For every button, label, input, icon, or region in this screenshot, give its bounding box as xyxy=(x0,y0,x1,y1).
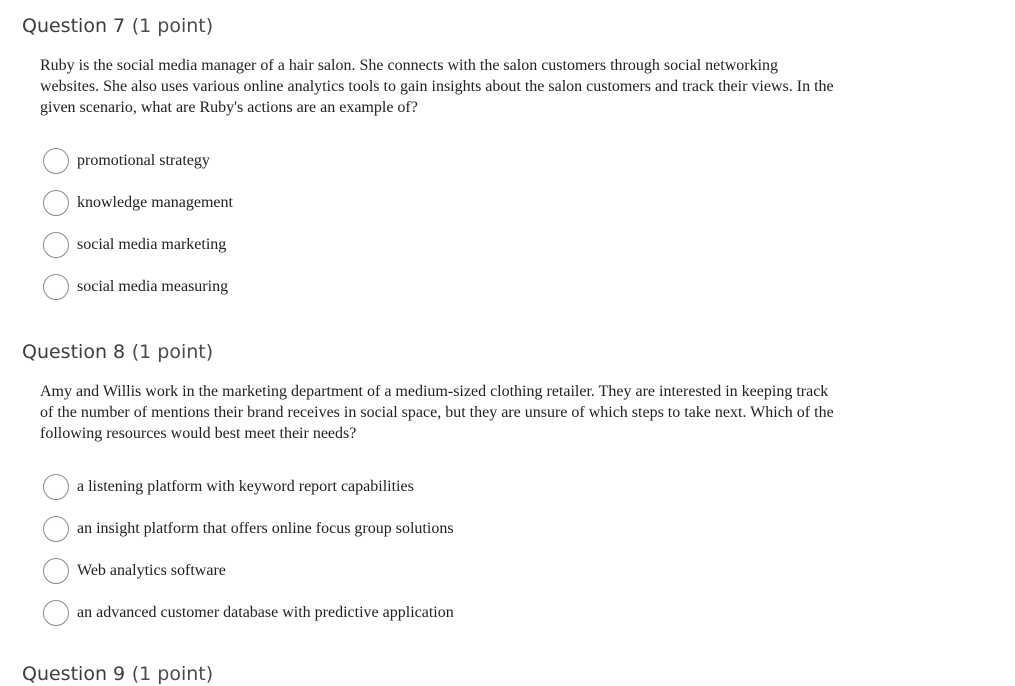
question-9-points: (1 point) xyxy=(131,663,214,685)
question-8-points: (1 point) xyxy=(131,341,214,363)
question-8-heading xyxy=(22,340,213,364)
choice-label[interactable]: an insight platform that offers online focus group solutions xyxy=(77,520,454,537)
choice-label[interactable]: promotional strategy xyxy=(77,152,210,169)
choice-label[interactable]: social media marketing xyxy=(77,236,227,253)
question-8-title: Question 8 xyxy=(22,341,126,363)
question-7-stem: Ruby is the social media manager of a hair salon. She connects with the salon customers through social networking websites. She also uses various online analytics tools to gain insights about the salon customers and track their views. In the given scenario, what are Ruby's actions are an example of? xyxy=(40,57,834,116)
question-7-heading xyxy=(22,14,213,38)
question-8-choice[interactable] xyxy=(43,557,226,585)
radio-button[interactable] xyxy=(43,474,69,500)
radio-button[interactable] xyxy=(43,190,69,216)
question-9-title: Question 9 xyxy=(22,663,126,685)
choice-label[interactable]: a listening platform with keyword report capabilities xyxy=(77,478,414,495)
question-7-title: Question 7 xyxy=(22,15,126,37)
radio-button[interactable] xyxy=(43,516,69,542)
question-7-choice[interactable] xyxy=(43,147,210,175)
choice-label[interactable]: social media measuring xyxy=(77,278,229,295)
question-8-choice[interactable] xyxy=(43,473,414,501)
radio-button[interactable] xyxy=(43,558,69,584)
question-7-choice[interactable] xyxy=(43,189,233,217)
question-8-stem: Amy and Willis work in the marketing department of a medium-sized clothing retailer. They are interested in keeping track of the number of mentions their brand receives in social space, but they are unsure of which steps to take next. Which of the following resources would best meet their needs? xyxy=(40,383,834,442)
question-7-points: (1 point) xyxy=(131,15,214,37)
question-7-choice[interactable] xyxy=(43,231,226,259)
radio-button[interactable] xyxy=(43,148,69,174)
question-8-choice[interactable] xyxy=(43,599,454,627)
radio-button[interactable] xyxy=(43,600,69,626)
choice-label[interactable]: Web analytics software xyxy=(77,562,226,579)
question-8-choice[interactable] xyxy=(43,515,454,543)
radio-button[interactable] xyxy=(43,274,69,300)
choice-label[interactable]: knowledge management xyxy=(77,194,233,211)
choice-label[interactable]: an advanced customer database with predictive application xyxy=(77,604,454,621)
question-9-heading xyxy=(22,662,213,686)
radio-button[interactable] xyxy=(43,232,69,258)
question-7-choice[interactable] xyxy=(43,273,228,301)
